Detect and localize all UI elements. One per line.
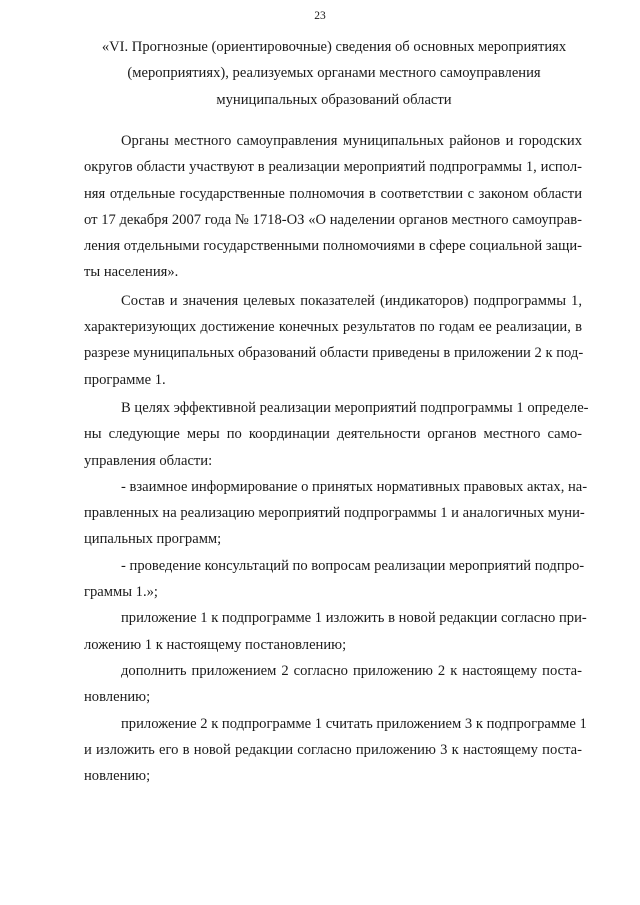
text-line: ны следующие меры по координации деятельности органов местного само- <box>84 426 582 443</box>
text-line: дополнить приложением 2 согласно приложению 2 к настоящему поста- <box>121 662 582 679</box>
text-line: няя отдельные государственные полномочия в соответствии с законом области <box>84 185 582 202</box>
text-line: ления отдельными государственными полномочиями в сфере социальной защи- <box>84 238 582 255</box>
body-text <box>84 128 589 789</box>
heading-line: «VI. Прогнозные (ориентировочные) сведения об основных мероприятиях <box>101 39 567 55</box>
text-line: округов области участвуют в реализации мероприятий подпрограммы 1, испол- <box>84 159 582 176</box>
text-line: и изложить его в новой редакции согласно приложению 3 к настоящему поста- <box>84 741 582 758</box>
text-line: приложение 2 к подпрограмме 1 считать приложением 3 к подпрограмме 1 <box>121 715 587 732</box>
paragraph <box>84 711 587 790</box>
text-line: - взаимное информирование о принятых нормативных правовых актах, на- <box>121 478 588 495</box>
heading-line: (мероприятиях), реализуемых органами местного самоуправления <box>127 65 541 82</box>
paragraph <box>84 553 585 606</box>
text-line: характеризующих достижение конечных результатов по годам ее реализации, в <box>84 319 582 336</box>
text-line: ты населения». <box>84 264 179 281</box>
text-line: В целях эффективной реализации мероприятий подпрограммы 1 определе- <box>121 399 589 416</box>
text-line: - проведение консультаций по вопросам реализации мероприятий подпро- <box>121 557 585 574</box>
section-heading <box>86 34 582 113</box>
text-line: от 17 декабря 2007 года № 1718-ОЗ «О наделении органов местного самоуправ- <box>84 211 582 228</box>
text-line: Органы местного самоуправления муниципальных районов и городских <box>121 133 582 149</box>
paragraph <box>84 658 582 711</box>
text-line: управления области: <box>84 452 213 469</box>
paragraph <box>84 128 582 286</box>
text-line: приложение 1 к подпрограмме 1 изложить в новой редакции согласно при- <box>121 610 587 627</box>
text-line: граммы 1.»; <box>84 584 158 601</box>
heading-line: муниципальных образований области <box>216 91 452 108</box>
text-line: ложению 1 к настоящему постановлению; <box>84 636 347 653</box>
text-line: разрезе муниципальных образований области приведены в приложении 2 к под- <box>84 345 584 362</box>
text-line: Состав и значения целевых показателей (индикаторов) подпрограммы 1, <box>121 292 582 309</box>
paragraph <box>84 474 588 553</box>
text-line: правленных на реализацию мероприятий подпрограммы 1 и аналогичных муни- <box>84 505 585 522</box>
paragraph <box>84 605 587 658</box>
text-line: новлению; <box>84 689 151 706</box>
text-line: программе 1. <box>84 371 166 388</box>
paragraph <box>84 395 589 474</box>
page-number: 23 <box>314 10 326 22</box>
text-line: ципальных программ; <box>84 531 222 548</box>
paragraph <box>84 288 582 393</box>
text-line: новлению; <box>84 768 151 785</box>
